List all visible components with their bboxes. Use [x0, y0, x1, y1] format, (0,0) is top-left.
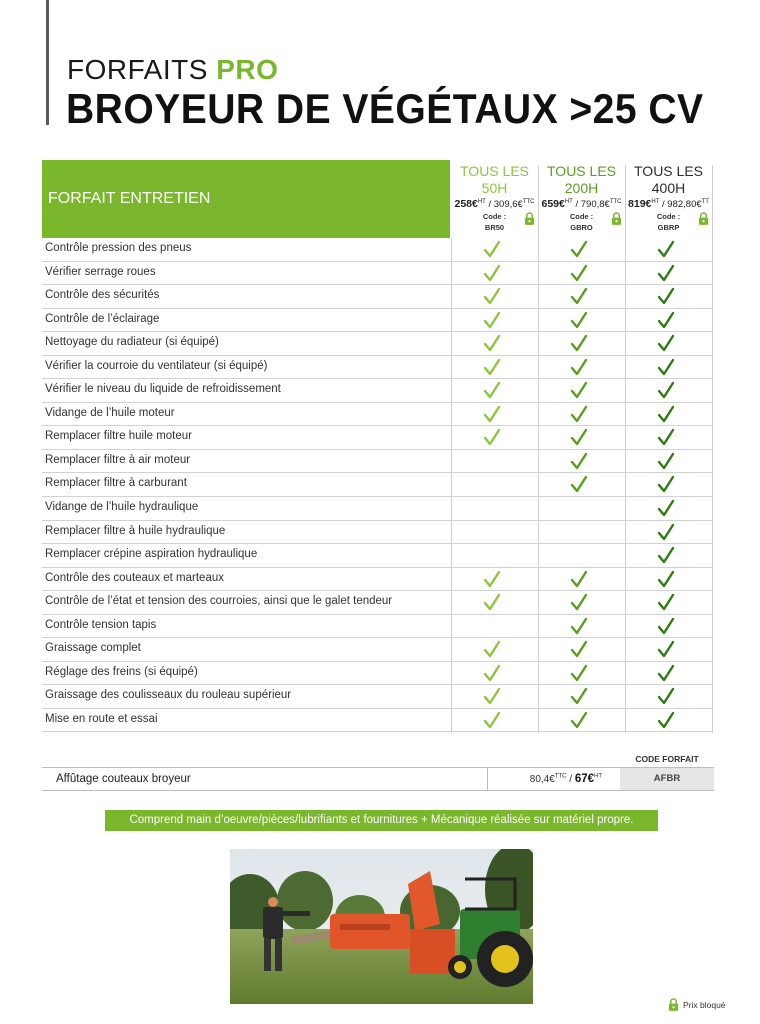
task-label: Contrôle de l’éclairage: [45, 312, 160, 325]
table-row: [42, 309, 712, 333]
table-row: [42, 615, 712, 639]
column-header-400h: TOUS LES 400H 819€$^{HT}$ / 982,80€$^{TT}$ Code : GBRP: [625, 163, 712, 238]
code-50h: BR50: [484, 223, 505, 232]
table-row: [42, 262, 712, 286]
task-label: Vérifier serrage roues: [45, 265, 156, 278]
column-header-50h: TOUS LES 50H 258€$^{HT}$ / 309,6€$^{TTC}$ Code : BR50: [451, 163, 538, 238]
check-icon: [657, 381, 675, 400]
wood-chipper-image: [230, 849, 533, 1004]
check-icon: [657, 570, 675, 589]
check-icon: [570, 358, 588, 377]
table-row: [42, 521, 712, 545]
code-200h: GBRO: [570, 223, 593, 232]
check-icon: [657, 287, 675, 306]
check-icon: [657, 334, 675, 353]
check-icon: [657, 687, 675, 706]
check-icon: [483, 240, 501, 259]
check-icon: [483, 264, 501, 283]
task-label: Contrôle des couteaux et marteaux: [45, 571, 224, 584]
check-icon: [657, 405, 675, 424]
check-icon: [570, 452, 588, 471]
column-divider: [712, 165, 713, 733]
maintenance-table: [42, 238, 712, 732]
check-icon: [657, 264, 675, 283]
lock-icon: [698, 212, 709, 225]
table-row: [42, 285, 712, 309]
check-icon: [483, 711, 501, 730]
check-icon: [657, 711, 675, 730]
table-row: [42, 332, 712, 356]
check-icon: [570, 405, 588, 424]
product-photo: [230, 849, 533, 1004]
check-icon: [657, 358, 675, 377]
task-label: Vérifier la courroie du ventilateur (si équipé): [45, 359, 268, 372]
check-icon: [483, 287, 501, 306]
check-icon: [570, 593, 588, 612]
check-icon: [657, 452, 675, 471]
table-row: [42, 685, 712, 709]
check-icon: [657, 311, 675, 330]
code-forfait-header: CODE FORFAIT: [635, 754, 699, 764]
task-label: Graissage des coulisseaux du rouleau supérieur: [45, 689, 292, 702]
task-label: Vérifier le niveau du liquide de refroidissement: [45, 383, 281, 396]
task-label: Mise en route et essai: [45, 712, 158, 725]
extra-service-label: Affûtage couteaux broyeur: [56, 773, 191, 785]
check-icon: [483, 640, 501, 659]
check-icon: [657, 428, 675, 447]
table-row: [42, 544, 712, 568]
table-row: [42, 403, 712, 427]
table-row: [42, 473, 712, 497]
table-row: [42, 662, 712, 686]
check-icon: [657, 593, 675, 612]
lock-icon: [668, 998, 679, 1011]
task-label: Contrôle pression des pneus: [45, 242, 192, 254]
task-label: Contrôle de l’état et tension des courroies, ainsi que le galet tendeur: [45, 595, 393, 608]
table-row: [42, 497, 712, 521]
check-icon: [657, 546, 675, 565]
check-icon: [657, 617, 675, 636]
check-icon: [657, 523, 675, 542]
table-row: [42, 238, 712, 262]
table-row: [42, 568, 712, 592]
task-label: Vidange de l’huile moteur: [45, 406, 175, 419]
page-title: BROYEUR DE VÉGÉTAUX >25 CV: [66, 85, 704, 132]
check-icon: [483, 334, 501, 353]
column-header-200h: TOUS LES 200H 659€$^{HT}$ / 790,8€$^{TTC}$ Code : GBRO: [538, 163, 625, 238]
task-label: Nettoyage du radiateur (si équipé): [45, 336, 219, 349]
check-icon: [570, 664, 588, 683]
check-icon: [483, 593, 501, 612]
lock-icon: [611, 212, 622, 225]
check-icon: [570, 264, 588, 283]
accent-bar: [46, 0, 49, 125]
task-label: Remplacer filtre huile moteur: [45, 430, 193, 443]
extra-service-price: 80,4€$^{TTC}$ / 67€$^{HT}$: [487, 768, 620, 790]
check-icon: [570, 287, 588, 306]
task-label: Graissage complet: [45, 642, 141, 655]
page-title-line1: FORFAITS PRO: [67, 54, 279, 85]
task-label: Remplacer filtre à air moteur: [45, 453, 191, 466]
check-icon: [570, 711, 588, 730]
price-50h: 258€$^{HT}$ / 309,6€$^{TTC}$: [454, 198, 535, 210]
table-row: [42, 709, 712, 733]
task-label: Contrôle tension tapis: [45, 618, 157, 631]
task-label: Réglage des freins (si équipé): [45, 665, 198, 678]
section-label: FORFAIT ENTRETIEN: [42, 160, 450, 238]
check-icon: [483, 381, 501, 400]
check-icon: [483, 311, 501, 330]
check-icon: [570, 570, 588, 589]
extra-service-row: [42, 767, 714, 791]
task-label: Contrôle des sécurités: [45, 289, 160, 302]
price-200h: 659€$^{HT}$ / 790,8€$^{TTC}$: [541, 198, 622, 210]
check-icon: [570, 687, 588, 706]
task-label: Remplacer filtre à huile hydraulique: [45, 524, 226, 537]
legend-prix-bloque: Prix bloqué: [668, 998, 726, 1011]
lock-icon: [524, 212, 535, 225]
table-row: [42, 450, 712, 474]
check-icon: [570, 240, 588, 259]
check-icon: [657, 499, 675, 518]
check-icon: [483, 570, 501, 589]
check-icon: [570, 475, 588, 494]
check-icon: [483, 358, 501, 377]
task-label: Vidange de l’huile hydraulique: [45, 501, 199, 514]
check-icon: [570, 617, 588, 636]
info-banner: Comprend main d’oeuvre/pièces/lubrifiants et fournitures + Mécanique réalisée sur matériel propre.: [105, 810, 658, 831]
check-icon: [570, 428, 588, 447]
table-row: [42, 379, 712, 403]
check-icon: [657, 640, 675, 659]
code-400h: GBRP: [657, 223, 680, 232]
check-icon: [570, 311, 588, 330]
check-icon: [657, 240, 675, 259]
check-icon: [657, 475, 675, 494]
extra-service-code: AFBR: [620, 768, 714, 790]
task-label: Remplacer filtre à carburant: [45, 477, 187, 490]
table-row: [42, 356, 712, 380]
check-icon: [483, 405, 501, 424]
check-icon: [657, 664, 675, 683]
check-icon: [570, 334, 588, 353]
check-icon: [570, 640, 588, 659]
check-icon: [483, 664, 501, 683]
table-row: [42, 638, 712, 662]
check-icon: [483, 687, 501, 706]
table-row: [42, 591, 712, 615]
check-icon: [483, 428, 501, 447]
check-icon: [570, 381, 588, 400]
task-label: Remplacer crépine aspiration hydraulique: [45, 548, 258, 561]
table-row: [42, 426, 712, 450]
price-400h: 819€$^{HT}$ / 982,80€$^{TT}$: [628, 198, 709, 210]
